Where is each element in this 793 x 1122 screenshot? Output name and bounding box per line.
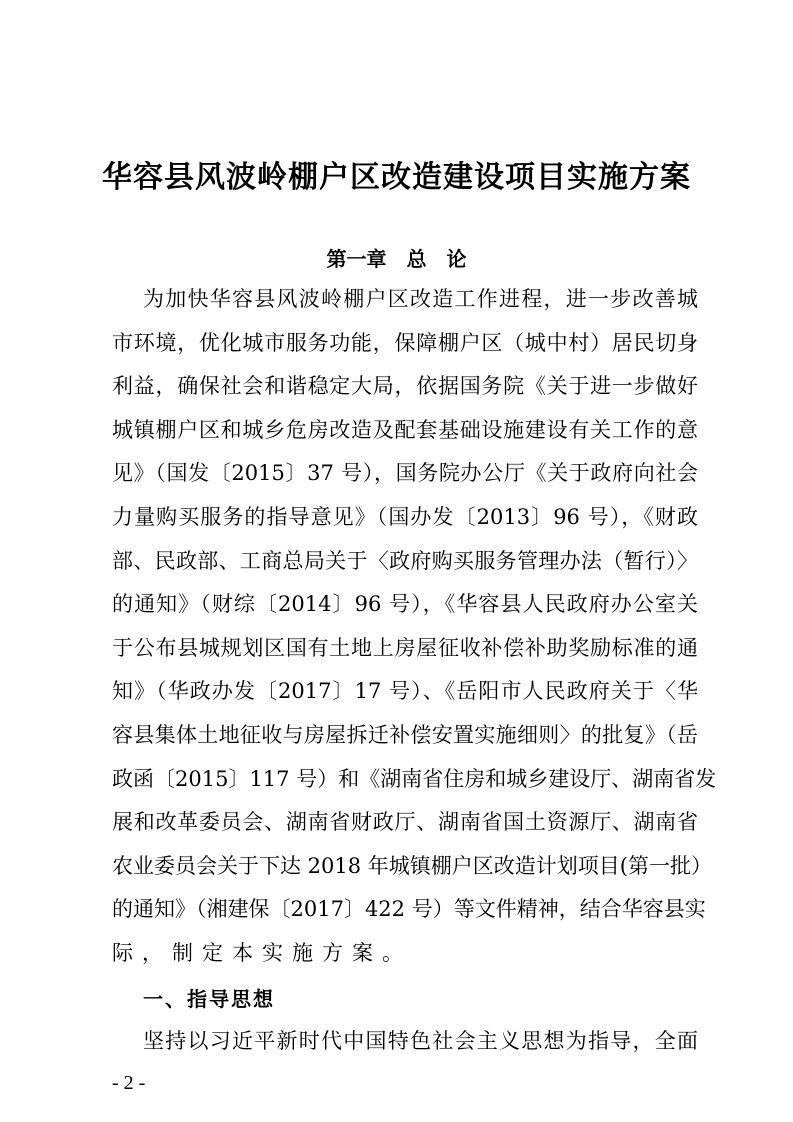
paragraph-line: 力量购买服务的指导意见》（国办发〔2013〕96 号），《财政 [112, 505, 698, 529]
paragraph-line: 见》（国发〔2015〕37 号），国务院办公厅《关于政府向社会 [112, 461, 698, 486]
paragraph-line: 政函〔2015〕117 号）和《湖南省住房和城乡建设厅、湖南省发 [112, 766, 717, 791]
paragraph-line: 的通知》（湘建保〔2017〕422 号）等文件精神，结合华容县实 [112, 897, 706, 922]
paragraph-line: 利益，确保社会和谐稳定大局，依据国务院《关于进一步做好 [112, 374, 698, 399]
paragraph-line: 于公布县城规划区国有土地上房屋征收补偿补助奖励标准的通 [112, 635, 698, 660]
paragraph-line: 际，制定本实施方案。 [112, 941, 412, 965]
page-number: - 2 - [112, 1072, 146, 1094]
paragraph-line: 为加快华容县风波岭棚户区改造工作进程，进一步改善城 [143, 287, 698, 311]
paragraph-line: 容县集体土地征收与房屋拆迁补偿安置实施细则〉的批复》（岳 [112, 723, 698, 747]
paragraph-line: 知》（华政办发〔2017〕17 号）、《岳阳市人民政府关于〈华 [112, 679, 698, 704]
section-paragraph-line: 坚持以习近平新时代中国特色社会主义思想为指导，全面 [143, 1029, 698, 1053]
chapter-heading: 第一章 总 论 [326, 247, 467, 271]
paragraph-line: 部、民政部、工商总局关于〈政府购买服务管理办法（暂行）〉 [112, 548, 698, 573]
paragraph-line: 市环境，优化城市服务功能，保障棚户区（城中村）居民切身 [112, 330, 698, 355]
paragraph-line: 农业委员会关于下达 2018 年城镇棚户区改造计划项目(第一批） [112, 853, 712, 878]
document-title: 华容县风波岭棚户区改造建设项目实施方案 [102, 160, 691, 195]
paragraph-line: 城镇棚户区和城乡危房改造及配套基础设施建设有关工作的意 [112, 417, 698, 442]
paragraph-line: 的通知》（财综〔2014〕96 号），《华容县人民政府办公室关 [112, 592, 698, 617]
paragraph-line: 展和改革委员会、湖南省财政厅、湖南省国土资源厅、湖南省 [112, 810, 698, 835]
section-heading: 一、指导思想 [143, 987, 275, 1011]
